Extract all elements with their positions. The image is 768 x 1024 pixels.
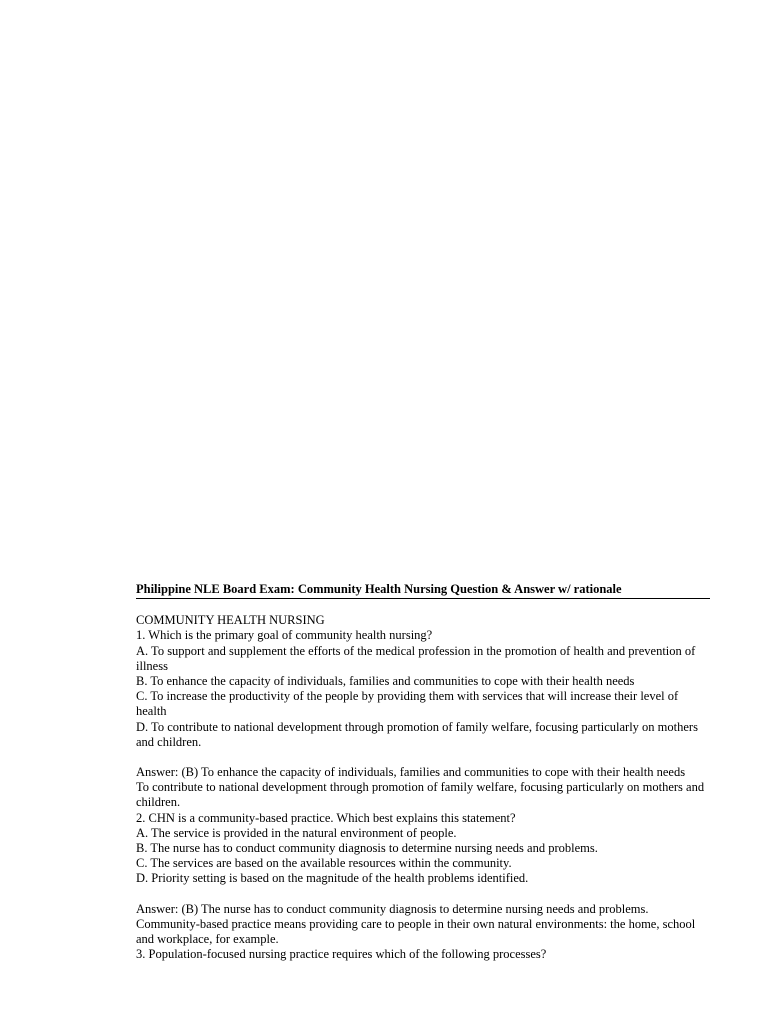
question-1-option-b: B. To enhance the capacity of individuals, families and communities to cope with their health needs <box>136 674 635 689</box>
document-content <box>136 582 710 962</box>
question-3: 3. Population-focused nursing practice requires which of the following processes? <box>136 947 547 962</box>
question-2: 2. CHN is a community-based practice. Which best explains this statement? <box>136 810 516 825</box>
paragraph-gap <box>136 887 710 902</box>
question-2-answer: Answer: (B) The nurse has to conduct community diagnosis to determine nursing needs and problems. <box>136 901 649 916</box>
question-2-option-b: B. The nurse has to conduct community diagnosis to determine nursing needs and problems. <box>136 841 598 856</box>
question-2-option-d: D. Priority setting is based on the magnitude of the health problems identified. <box>136 871 529 886</box>
question-2-rationale: Community-based practice means providing care to people in their own natural environments: the home, school and workplace, for example. <box>136 916 696 947</box>
question-1-option-c: C. To increase the productivity of the people by providing them with services that will increase their level of health <box>136 689 679 719</box>
question-1-option-d: D. To contribute to national development through promotion of family welfare, focusing particularly on mothers and children. <box>136 719 698 749</box>
section-heading: COMMUNITY HEALTH NURSING <box>136 613 325 628</box>
question-2-option-c: C. The services are based on the available resources within the community. <box>136 856 512 871</box>
paragraph-gap <box>136 750 710 765</box>
question-1-option-a: A. To support and supplement the efforts of the medical profession in the promotion of health and prevention of illness <box>136 643 696 673</box>
question-2-option-a: A. The service is provided in the natural environment of people. <box>136 825 457 840</box>
document-title: Philippine NLE Board Exam: Community Health Nursing Question & Answer w/ rationale <box>136 582 710 599</box>
question-1: 1. Which is the primary goal of community health nursing? <box>136 628 433 643</box>
question-1-rationale: To contribute to national development through promotion of family welfare, focusing particularly on mothers and children. <box>136 780 705 810</box>
question-1-answer: Answer: (B) To enhance the capacity of individuals, families and communities to cope with their health needs <box>136 765 686 780</box>
